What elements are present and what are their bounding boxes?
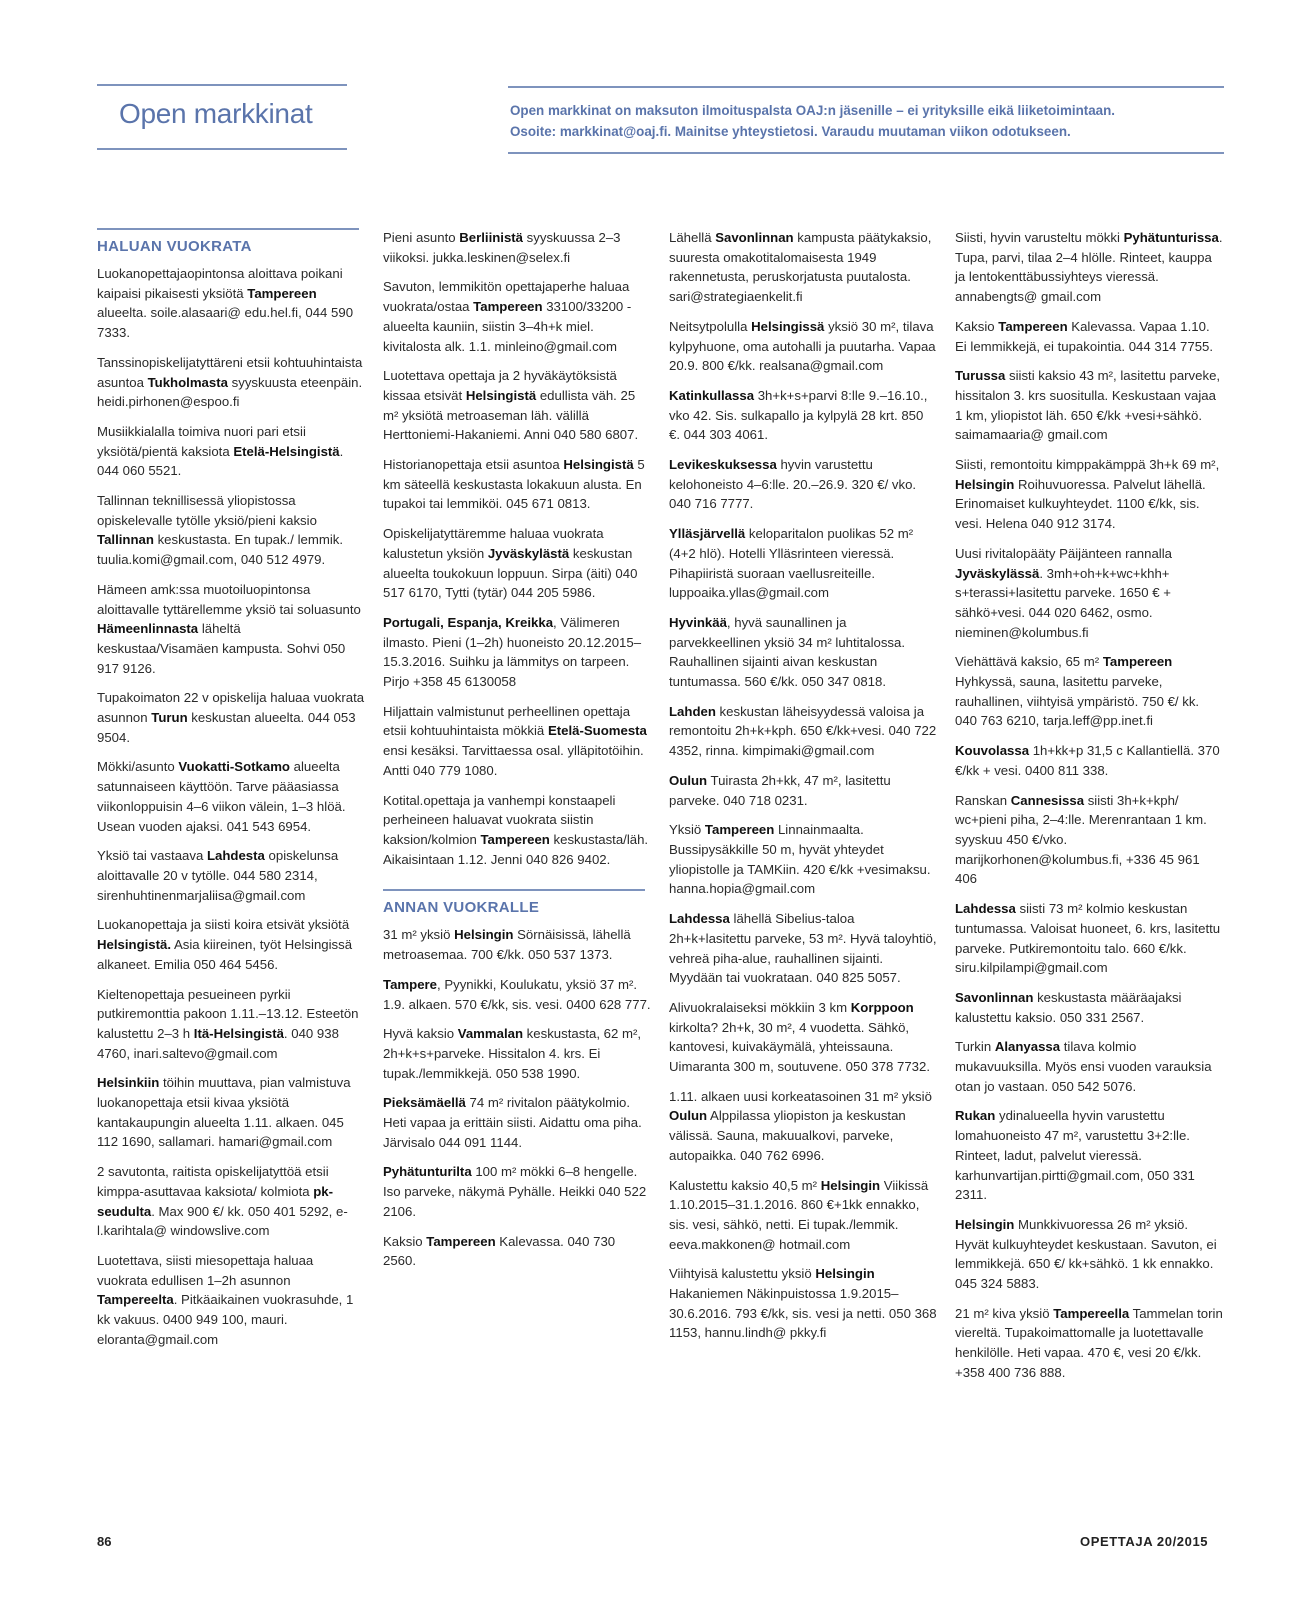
classified-ad [383,791,651,870]
ad-location: Tallinnan [97,532,154,548]
ad-location: Rukan [955,1108,996,1124]
ad-text: Kalustettu kaksio 40,5 m² [669,1177,821,1193]
ad-text: Historianopettaja etsii asuntoa [383,457,564,473]
classified-ad [955,455,1223,534]
ad-location: Pyhätunturilta [383,1164,472,1180]
classified-ad [383,975,651,1014]
classified-ad [669,771,937,810]
ad-text: Musiikkialalla toimiva nuori pari etsii yksiötä/pientä kaksiota [97,423,306,459]
ad-location: Etelä-Suomesta [547,723,647,739]
ad-text: Luotettava, siisti miesopettaja haluaa vuokrata edullisen 1–2h asunnon [97,1252,314,1288]
ad-text: 3h+k+s+parvi 8:lle 9.–16.10., vko 42. Sis. sulkapallo ja kylpylä 28 krt. 850 €. 044 303 4061. [669,387,928,443]
ad-text: keskustasta/läh. Aikaisintaan 1.12. Jenni 040 826 9402. [383,831,649,867]
classified-ad [955,1106,1223,1205]
classified-ad [383,228,651,267]
ad-location: Tampereen [247,285,317,301]
ad-location: Lahdessa [669,911,730,927]
ad-text: Tammelan torin viereltä. Tupakoimattomalle ja luotettavalle henkilölle. Heti vapaa. 470 €, vesi 20 €/kk. +358 400 736 888. [955,1305,1223,1380]
ad-text: Kotital.opettaja ja vanhempi konstaapeli perheineen haluavat vuokrata siistin kaksion/kolmion [383,792,616,847]
ad-text: Hiljattain valmistunut perheellinen opettaja etsii kohtuuhintaista mökkiä [383,703,631,739]
classified-ad [383,613,651,692]
ad-text: , Välimeren ilmasto. Pieni (1–2h) huoneisto 20.12.2015–15.3.2016. Suihku ja lämmitys on tarpeen. Pirjo +358 45 6130058 [383,614,642,690]
ad-text: Sörnäisissä, lähellä metroasemaa. 700 €/kk. 050 537 1373. [383,927,631,963]
ad-text: 21 m² kiva yksiö [955,1305,1054,1321]
header-info-line-1: Open markkinat on maksuton ilmoituspalsta OAJ:n jäsenille – ei yrityksille eikä liiketoimintaan. [510,103,1116,118]
ad-text: edullista väh. 25 m² yksiötä metroaseman läh. välillä Herttoniemi-Hakaniemi. Anni 040 580 6807. [383,387,639,443]
classified-ad [97,580,365,679]
ad-text: , hyvä saunallinen ja parvekkeellinen yksiö 34 m² luhtitalossa. Rauhallinen sijainti aivan keskustan tuntumassa. 560 €/kk. 050 347 0818. [669,614,906,690]
ad-text: siisti 3h+k+kph/ wc+pieni piha, 2–4:lle. Merenrantaan 1 km. syyskuu 450 €/vko. marijkorhonen@kolumbus.fi, +336 45 961 406 [955,792,1207,887]
ad-location: Jyväskylässä [955,565,1040,581]
ad-location: Helsingistä. [97,937,172,953]
classified-ad [669,613,937,692]
classified-ad [669,455,937,514]
ad-location: Tampereen [998,318,1068,334]
ad-location: Helsinkiin [97,1075,160,1091]
ad-text: siisti kaksio 43 m², lasitettu parveke, hissitalon 3. krs suositulla. Keskustaan vajaa 1 km, yliopistot läh. 650 €/kk +vesi+sähkö. saimamaaria@ gmail.com [955,368,1221,443]
ad-text: Alppilassa yliopiston ja keskustan välissä. Sauna, makuualkovi, parveke, autopaikka. 040 762 6996. [669,1108,906,1163]
ad-text: . 3mh+oh+k+wc+khh+ s+terassi+lasitettu parveke. 1650 € + sähkö+vesi. 044 020 6462, osmo. nieminen@kolumbus.fi [955,565,1171,640]
ad-list [955,228,1223,1383]
classified-ad [383,1232,651,1271]
ad-text: Alivuokralaiseksi mökkiin 3 km [669,999,851,1015]
ad-location: Lahdessa [955,901,1016,917]
ad-location: Savonlinnan [715,230,794,245]
ad-location: Oulun [669,772,708,788]
ad-text: läheltä keskustaa/Visamäen kampusta. Sohvi 050 917 9126. [97,621,346,676]
ad-list [383,228,651,869]
ad-location: Tampere [383,976,437,992]
ad-text: Asia kiireinen, työt Helsingissä alkaneet. Emilia 050 464 5456. [97,937,353,972]
classified-ad [97,422,365,481]
page-number: 86 [97,1534,112,1549]
ad-location: Kouvolassa [955,743,1030,759]
ad-text: Savuton, lemmikitön opettajaperhe haluaa vuokrata/ostaa [383,279,630,315]
ad-location: Turun [151,710,188,726]
ad-text: . Max 900 €/ kk. 050 401 5292, e-l.karihtala@ windowslive.com [97,1203,348,1239]
ad-location: Hyvinkää [669,614,727,630]
ad-location: Tampereen [473,299,543,315]
ad-text: syyskuusta eteenpäin. heidi.pirhonen@espoo.fi [97,374,363,410]
classified-ad [669,909,937,988]
ad-text: Linnainmaalta. Bussipysäkkille 50 m, hyvät yhteydet yliopistolle ja TAMKiin. 420 €/kk +vesimaksu. hanna.hopia@gmail.com [669,822,931,897]
classified-ad [669,317,937,376]
ad-list [97,264,365,1349]
ad-text: Tanssinopiskelijatyttäreni etsii kohtuuhintaista asuntoa [97,354,363,390]
ad-location: Berliinistä [459,230,524,245]
classified-ad [955,988,1223,1027]
classified-ad [97,846,365,905]
ad-text: opiskelunsa aloittavalle 20 v tytölle. 044 580 2314, sirenhuhtinenmarjaliisa@gmail.com [97,848,339,903]
ad-text: Siisti, hyvin varusteltu mökki [955,230,1124,245]
ad-text: keskustasta määräajaksi kalustettu kaksio. 050 331 2567. [955,989,1182,1025]
ad-location: Helsingistä [563,457,634,473]
ad-text: Kalevassa. Vapaa 1.10. Ei lemmikkejä, ei tupakointia. 044 314 7755. [955,318,1214,354]
ad-text: keloparitalon puolikas 52 m² (4+2 hlö). Hotelli Ylläsrinteen vieressä. Pihapiiristä suoraan vaellusreiteille. luppoaika.yllas@gmail.com [669,526,914,601]
classified-ad [669,1087,937,1166]
ad-text: Viikissä 1.10.2015–31.1.2016. 860 €+1kk ennakko, sis. vesi, sähkö, netti. Ei tupak./lemmik. eeva.makkonen@ hotmail.com [669,1177,929,1252]
ad-location: Helsingin [955,1216,1015,1232]
ad-text: Lähellä [669,230,716,245]
ad-text: 1h+kk+p 31,5 c Kallantiellä. 370 €/kk + vesi. 0400 811 338. [955,743,1220,778]
ad-text: 1.11. alkaen uusi korkeatasoinen 31 m² yksiö [669,1088,932,1104]
ad-location: Etelä-Helsingistä [233,443,340,459]
ad-text: hyvin varustettu kelohoneisto 4–6:lle. 20.–26.9. 320 €/ vko. 040 716 7777. [669,457,917,512]
ad-location: Levikeskuksessa [669,457,777,473]
classified-ad [97,491,365,570]
ad-text: Munkkivuoressa 26 m² yksiö. Hyvät kulkuyhteydet keskustaan. Savuton, ei lemmikkejä. 650 €/ kk+sähkö. 1 kk ennakko. 045 324 5883. [955,1216,1217,1292]
classified-ad [383,277,651,356]
ad-text: Yksiö tai vastaava [97,848,207,864]
ad-location: Helsingin [955,476,1015,492]
column-2 [383,228,651,1281]
ad-text: Hyhkyssä, sauna, lasitettu parveke, rauhallinen, viihtyisä ympäristö. 750 €/ kk. 040 763 6210, tarja.leff@pp.inet.fi [955,674,1200,729]
classified-ad [669,1264,937,1343]
header-info [510,100,1115,142]
ad-text: Luokanopettajaopintonsa aloittava poikani kaipaisi pikaisesti yksiötä [97,266,343,301]
classified-ad [955,317,1223,356]
classified-ad [669,702,937,761]
ad-text: ydinalueella hyvin varustettu lomahuoneisto 47 m², varustettu 3+2:lle. Rinteet, ladut, palvelut vieressä. karhunvartijan.pirtti@gmail.com, 050 331 2311. [955,1108,1195,1203]
ad-location: Tampereen [480,831,550,847]
classified-ad [97,353,365,412]
classified-ad [955,741,1223,780]
header-info-box [508,86,1224,154]
ad-text: Turkin [955,1039,995,1055]
ad-text: Neitsytpolulla [669,318,752,334]
classified-ad [97,985,365,1064]
ad-text: siisti 73 m² kolmio keskustan tuntumassa. Valoisat huoneet, 6. krs, lasitettu parveke. Putkiremontoitu talo. 660 €/kk. siru.kilpilampi@gmail.com [955,901,1221,976]
ad-text: Kalevassa. 040 730 2560. [383,1233,616,1269]
ad-location: Alanyassa [994,1039,1061,1055]
ad-text: kirkolta? 2h+k, 30 m², 4 vuodetta. Sähkö, kantovesi, kuivakäymälä, yhteissauna. Uimaranta 300 m, soutuvene. 050 378 7732. [669,1019,930,1075]
classified-ad [383,455,651,514]
classified-ad [669,998,937,1077]
ad-text: keskustan läheisyydessä valoisa ja remontoitu 2h+k+kph. 650 €/kk+vesi. 040 722 4352, rinna. kimpimaki@gmail.com [669,703,937,759]
ad-text: 5 km säteellä keskustasta lokakuun alusta. En tupakoi tai lemmiköi. 045 671 0813. [383,457,645,512]
ad-text: Hämeen amk:ssa muotoiluopintonsa aloittavalle tyttärellemme yksiö tai soluasunto [97,581,361,617]
ad-text: Pieni asunto [383,230,460,245]
ad-text: ensi kesäksi. Tarvittaessa osal. ylläpitotöihin. Antti 040 779 1080. [383,743,644,778]
column-3 [669,228,937,1353]
classified-ad [383,1162,651,1221]
ad-text: . 044 060 5521. [97,443,344,479]
column-4 [955,228,1223,1393]
ad-text: Tuirasta 2h+kk, 47 m², lasitettu parveke. 040 718 0231. [669,772,891,808]
ad-text: 2 savutonta, raitista opiskelijatyttöä etsii kimppa-asuttavaa kaksiota/ kolmiota [97,1164,329,1199]
section-heading-for-rent: ANNAN VUOKRALLE [383,889,645,919]
classified-ad [955,366,1223,445]
classified-ad [97,915,365,974]
ad-location: Vammalan [457,1026,524,1042]
ad-location: Helsingin [820,1177,881,1193]
ad-text: alueelta satunnaiseen käyttöön. Tarve pääasiassa viikonloppuisin 4–6 viikon välein, 1–3 hlöä. Usean vuoden ajaksi. 041 543 6954. [97,759,346,834]
ad-location: pk-seudulta [97,1183,334,1219]
ad-text: Siisti, remontoitu kimppakämppä 3h+k 69 m², [955,457,1220,473]
page-title: Open markkinat [119,98,313,129]
ad-list [669,228,937,1343]
ad-text: yksiö 30 m², tilava kylpyhuone, oma autohalli ja puutarha. Vapaa 20.9. 800 €/kk. realsana@gmail.com [669,318,936,374]
ad-location: Oulun [669,1108,708,1124]
classified-ad [669,524,937,603]
ad-location: Tukholmasta [147,374,228,390]
classified-ad [955,228,1223,307]
ad-location: Tampereen [1102,654,1173,670]
ad-text: Mökki/asunto [97,759,179,775]
ad-text: tilava kolmio mukavuuksilla. Myös ensi vuoden varauksia otan jo vastaan. 050 542 5076. [955,1039,1212,1094]
classified-ad [97,1162,365,1241]
classified-ad [383,366,651,445]
ad-text: Kieltenopettaja pesueineen pyrkii putkiremonttia pakoon 1.11.–13.12. Esteetön kalustettu 2–3 h [97,986,359,1041]
ad-location: Vuokatti-Sotkamo [178,759,290,775]
ad-text: 31 m² yksiö [383,927,455,943]
ad-location: Cannesissa [1010,792,1085,808]
ad-text: Viihtyisä kalustettu yksiö [669,1266,816,1282]
ad-location: Katinkullassa [669,387,755,403]
ad-location: Jyväskylästä [487,545,570,561]
ad-text: Yksiö [669,822,705,838]
classified-ad [97,1073,365,1152]
ad-location: Ylläsjärvellä [669,526,746,542]
ad-location: Helsingistä [465,387,537,403]
ad-location: Pieksämäellä [383,1095,466,1111]
ad-text: Tupakoimaton 22 v opiskelija haluaa vuokrata asunnon [97,690,365,726]
ad-text: Ranskan [955,792,1011,808]
ad-text: Viehättävä kaksio, 65 m² [955,654,1103,670]
classified-ad [955,652,1223,731]
ad-text: . Tupa, parvi, tilaa 2–4 hlölle. Rinteet, kauppa ja lentokenttäbussiyhteys vieressä. annabengts@ gmail.com [955,230,1223,305]
ad-text: Hyvä kaksio [383,1026,458,1042]
ad-location: Tampereella [1053,1305,1130,1321]
ad-text: keskustan alueelta. 044 053 9504. [97,710,356,745]
ad-text: Roihuvuoressa. Palvelut lähellä. Erinomaiset kulkuyhteydet. 1100 €/kk, sis. vesi. Helena 040 912 3174. [955,476,1206,532]
ad-text: syyskuussa 2–3 viikoksi. jukka.leskinen@selex.fi [383,230,621,265]
classified-ad [669,1176,937,1255]
ad-location: Helsingin [815,1266,875,1282]
ad-text: 74 m² rivitalon päätykolmio. Heti vapaa ja erittäin siisti. Aidattu oma piha. Järvisalo 044 091 1144. [383,1095,642,1150]
ad-location: Helsingissä [751,318,825,334]
ad-text: 100 m² mökki 6–8 hengelle. Iso parveke, näkymä Pyhälle. Heikki 040 522 2106. [383,1164,647,1219]
classified-ad [955,791,1223,890]
ad-location: Helsingin [454,927,514,943]
classified-ad [383,702,651,781]
ad-location: Tampereelta [97,1292,174,1308]
classified-ad [97,688,365,747]
classified-ad [383,925,651,964]
ad-text: Uusi rivitalopääty Päijänteen rannalla [955,545,1172,561]
classified-ad [97,757,365,836]
classified-ad [955,1215,1223,1294]
ad-text: töihin muuttava, pian valmistuva luokanopettaja etsii kivaa yksiötä kantakaupungin alueelta 1.11. alkaen. 045 112 1690, sallamari. hamari@gmail.com [97,1075,351,1150]
classified-ad [97,264,365,343]
ad-text: Hakaniemen Näkinpuistossa 1.9.2015–30.6.2016. 793 €/kk, sis. vesi ja netti. 050 368 1153, hannu.lindh@ pkky.fi [669,1286,937,1341]
classified-ad [669,820,937,899]
ad-text: Tallinnan teknillisessä yliopistossa opiskelevalle tytölle yksiö/pieni kaksio [97,493,317,528]
publication-name: OPETTAJA 20/2015 [1080,1534,1209,1549]
ad-list [383,925,651,1271]
ad-location: Turussa [955,368,1006,384]
column-1 [97,228,365,1359]
classified-ad [669,386,937,445]
ad-text: Opiskelijatyttäremme haluaa vuokrata kalustetun yksiön [383,526,604,561]
ad-location: Itä-Helsingistä [193,1025,284,1041]
ad-text: Luotettava opettaja ja 2 hyväkäytöksistä kissaa etsivät [383,368,617,403]
ad-text: Luokanopettaja ja siisti koira etsivät yksiötä [97,917,350,933]
ad-location: Portugali, Espanja, Kreikka [383,614,554,630]
ad-location: Korppoon [850,999,914,1015]
classified-ad [955,1037,1223,1096]
ad-text: lähellä Sibelius-taloa 2h+k+lasitettu parveke, 53 m². Hyvä taloyhtiö, vehreä piha-alue, rauhallinen sijainti. Myydään tai vuokrataan. 040 825 5057. [669,911,937,986]
ad-text: kampusta päätykaksio, suuresta omakotitalomaisesta 1949 rakennetusta, peruskorjatusta puutalosta. sari@strategiaenkelit.fi [669,230,932,305]
classified-ad [955,1304,1223,1383]
ad-location: Tampereen [426,1233,496,1249]
ad-text: 33100/33200 -alueelta kauniin, siistin 3–4h+k miel. kivitalosta alk. 1.1. minleino@gmail.com [383,299,632,354]
ad-text: , Pyynikki, Koulukatu, yksiö 37 m². 1.9. alkaen. 570 €/kk, sis. vesi. 0400 628 777. [383,976,651,1012]
ad-text: keskustan alueelta toukokuun loppuun. Sirpa (äiti) 040 517 6170, Tytti (tytär) 044 205 5986. [383,545,638,601]
ad-location: Lahdesta [206,848,265,864]
header-title-box [97,84,347,150]
ad-text: . Pitkäaikainen vuokrasuhde, 1 kk vakuus. 0400 949 100, mauri. eloranta@gmail.com [97,1292,354,1347]
ad-location: Hämeenlinnasta [97,621,199,637]
ad-location: Tampereen [704,822,775,838]
ad-text: keskustasta. En tupak./ lemmik. tuulia.komi@gmail.com, 040 512 4979. [97,532,344,568]
classified-ad [97,1251,365,1350]
classified-ad [383,1024,651,1083]
ad-text: keskustasta, 62 m², 2h+k+s+parveke. Hissitalon 4. krs. Ei tupak./lemmikkejä. 050 538 1990. [383,1026,642,1081]
header-info-line-2: Osoite: markkinat@oaj.fi. Mainitse yhteystietosi. Varaudu muutaman viikon odotukseen. [510,124,1071,139]
ad-location: Pyhätunturissa [1123,230,1219,245]
ad-location: Savonlinnan [955,989,1034,1005]
ad-text: Kaksio [383,1233,427,1249]
classified-ad [383,524,651,603]
ad-text: alueelta. soile.alasaari@ edu.hel.fi, 044 590 7333. [97,305,354,341]
classified-ad [955,899,1223,978]
ad-text: Kaksio [955,318,999,334]
section-heading-want-to-rent: HALUAN VUOKRATA [97,228,359,258]
ad-text: . 040 938 4760, inari.saltevo@gmail.com [97,1025,339,1061]
classified-ad [955,544,1223,643]
classified-ad [383,1093,651,1152]
ad-location: Lahden [669,703,716,719]
classified-ad [669,228,937,307]
